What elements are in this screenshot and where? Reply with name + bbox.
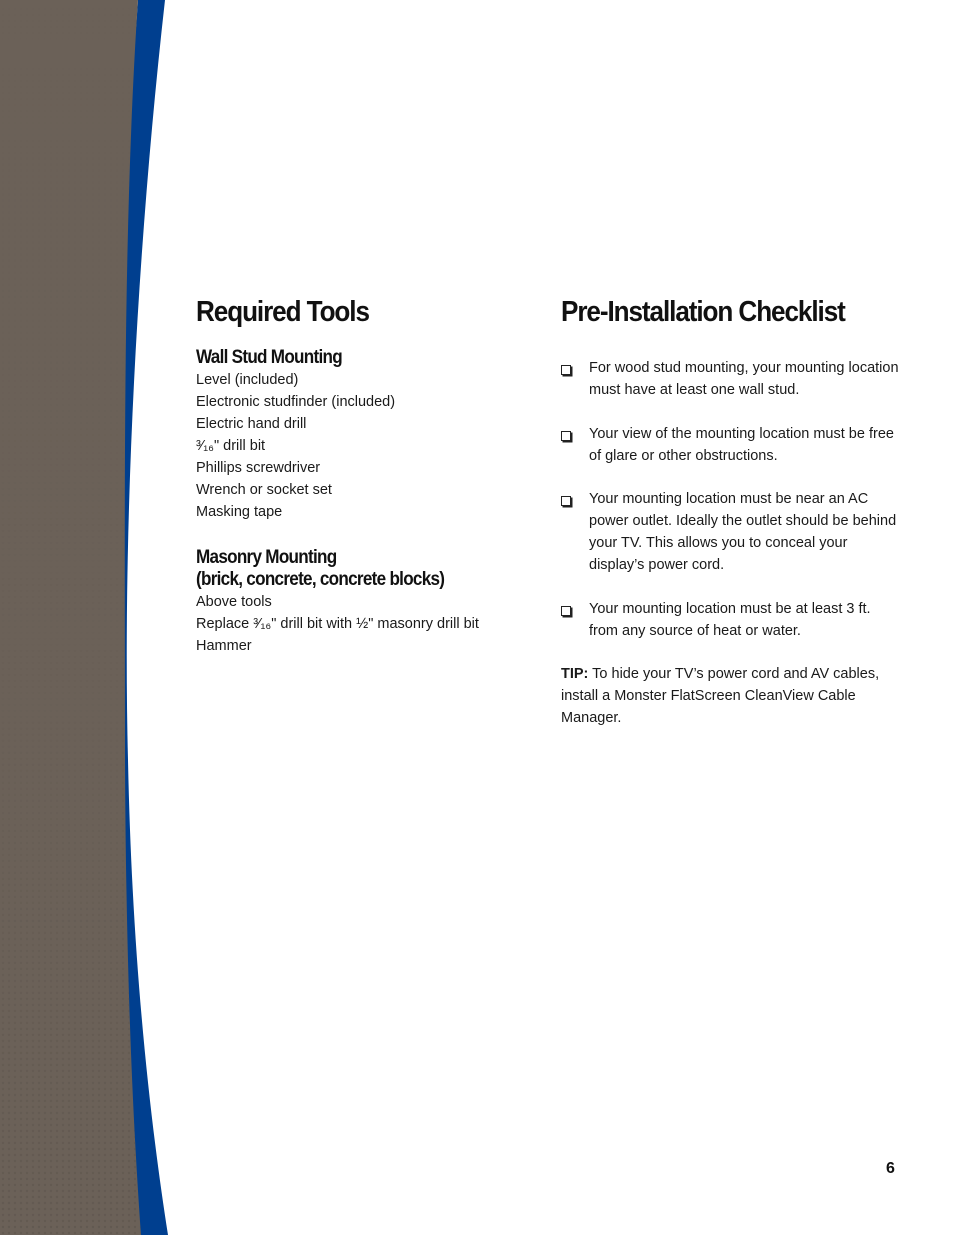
checklist-item bbox=[561, 598, 901, 642]
checklist-text: For wood stud mounting, your mounting location must have at least one wall stud. bbox=[589, 360, 899, 398]
checklist-item bbox=[561, 423, 901, 467]
checklist-item bbox=[561, 357, 901, 401]
checkbox-icon bbox=[561, 496, 575, 504]
checkbox-icon bbox=[561, 606, 575, 614]
tool-item: ³⁄₁₆" drill bit bbox=[196, 438, 266, 454]
tip-paragraph bbox=[561, 663, 881, 729]
wall-stud-heading: Wall Stud Mounting bbox=[196, 347, 342, 368]
required-tools-section bbox=[196, 294, 526, 657]
checklist-text: Your view of the mounting location must be free of glare or other obstructions. bbox=[589, 425, 894, 464]
checklist-item bbox=[561, 488, 901, 576]
checklist-section bbox=[561, 294, 901, 729]
masonry-subheading: (brick, concrete, concrete blocks) bbox=[196, 569, 445, 590]
tool-item: Hammer bbox=[196, 638, 252, 654]
tip-label: TIP: bbox=[561, 665, 589, 682]
checkbox-icon bbox=[561, 431, 575, 439]
required-tools-heading: Required Tools bbox=[196, 296, 369, 328]
tool-item: Replace ³⁄₁₆" drill bit with ½" masonry drill bit bbox=[196, 616, 479, 632]
tool-item: Wrench or socket set bbox=[196, 482, 332, 498]
tool-item: Electronic studfinder (included) bbox=[196, 394, 396, 410]
masonry-heading: Masonry Mounting bbox=[196, 547, 337, 568]
masonry-block bbox=[196, 547, 526, 657]
tip-text: To hide your TV’s power cord and AV cables, install a Monster FlatScreen CleanView Cable Manager. bbox=[561, 665, 880, 726]
checklist-text: Your mounting location must be near an AC power outlet. Ideally the outlet should be behind your TV. This allows you to conceal your display’s power cord. bbox=[589, 491, 897, 573]
tool-item: Electric hand drill bbox=[196, 416, 307, 432]
checkbox-icon bbox=[561, 365, 575, 373]
tool-item: Phillips screwdriver bbox=[196, 460, 321, 476]
checklist-text: Your mounting location must be at least 3 ft. from any source of heat or water. bbox=[589, 600, 871, 639]
checklist-heading: Pre-Installation Checklist bbox=[561, 296, 845, 328]
textured-overlay bbox=[0, 0, 141, 1235]
tool-item: Masking tape bbox=[196, 504, 283, 520]
tool-item: Above tools bbox=[196, 594, 272, 610]
page-number: 6 bbox=[886, 1160, 895, 1177]
tool-item: Level (included) bbox=[196, 372, 299, 388]
wall-stud-block bbox=[196, 347, 526, 523]
checklist bbox=[561, 357, 901, 642]
